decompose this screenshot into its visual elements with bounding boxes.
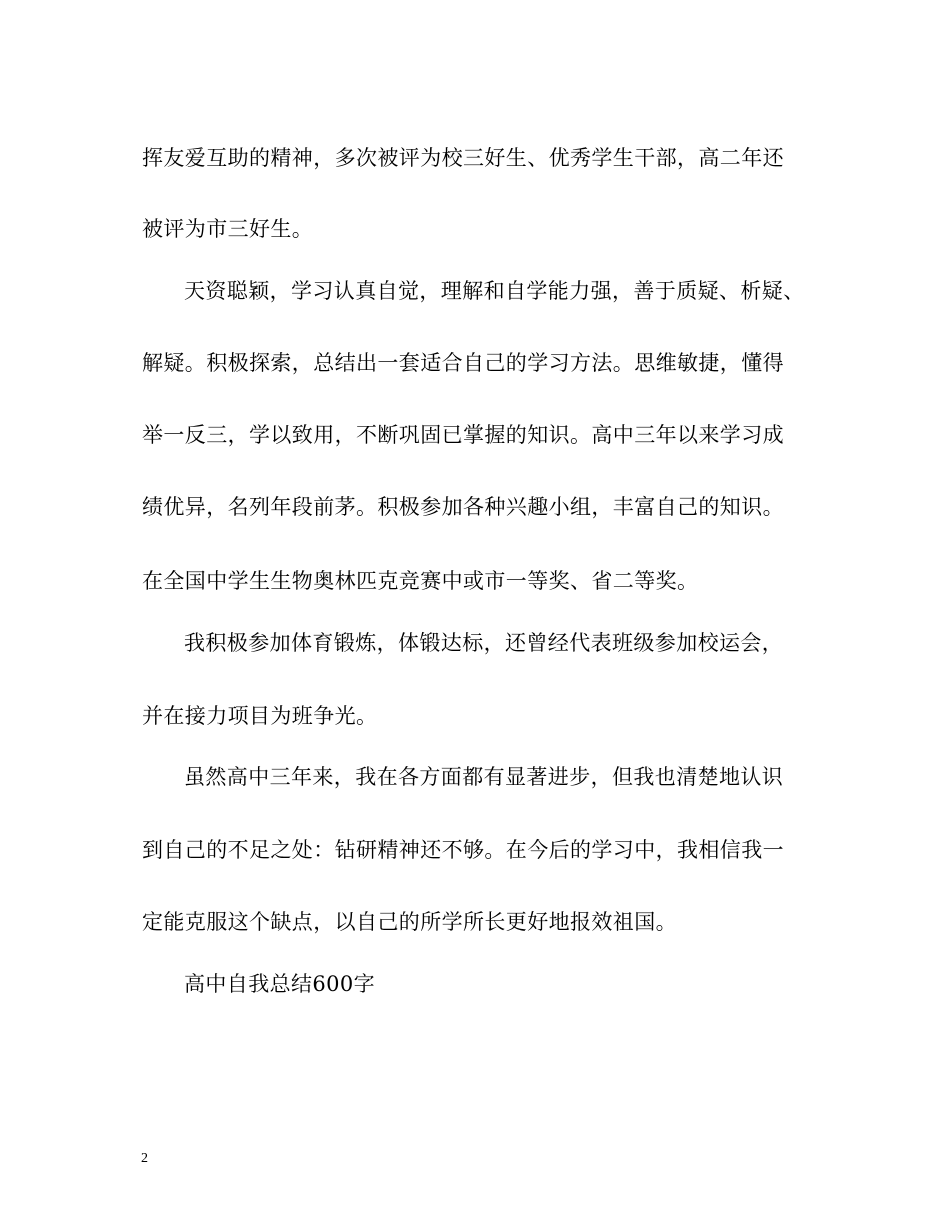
text-line: 到自己的不足之处：钻研精神还不够。在今后的学习中，我相信我一 [142, 838, 784, 862]
text-line: 举一反三，学以致用，不断巩固已掌握的知识。高中三年以来学习成 [142, 423, 784, 447]
text-line: 定能克服这个缺点，以自己的所学所长更好地报效祖国。 [142, 910, 677, 934]
text-line: 绩优异，名列年段前茅。积极参加各种兴趣小组，丰富自己的知识。 [142, 495, 784, 519]
text-line: 被评为市三好生。 [142, 217, 314, 241]
text-line: 高中自我总结600字 [184, 972, 376, 996]
text-line: 我积极参加体育锻炼，体锻达标，还曾经代表班级参加校运会， [184, 631, 784, 655]
text-line: 天资聪颖，学习认真自觉，理解和自学能力强，善于质疑、析疑、 [184, 279, 805, 303]
text-line: 挥友爱互助的精神，多次被评为校三好生、优秀学生干部，高二年还 [142, 146, 784, 170]
page-number: 2 [141, 1151, 148, 1166]
text-line: 并在接力项目为班争光。 [142, 704, 378, 728]
text-line: 虽然高中三年来，我在各方面都有显著进步，但我也清楚地认识 [184, 765, 784, 789]
text-line: 在全国中学生生物奥林匹克竞赛中或市一等奖、省二等奖。 [142, 569, 699, 593]
text-line: 解疑。积极探索，总结出一套适合自己的学习方法。思维敏捷，懂得 [142, 351, 784, 375]
